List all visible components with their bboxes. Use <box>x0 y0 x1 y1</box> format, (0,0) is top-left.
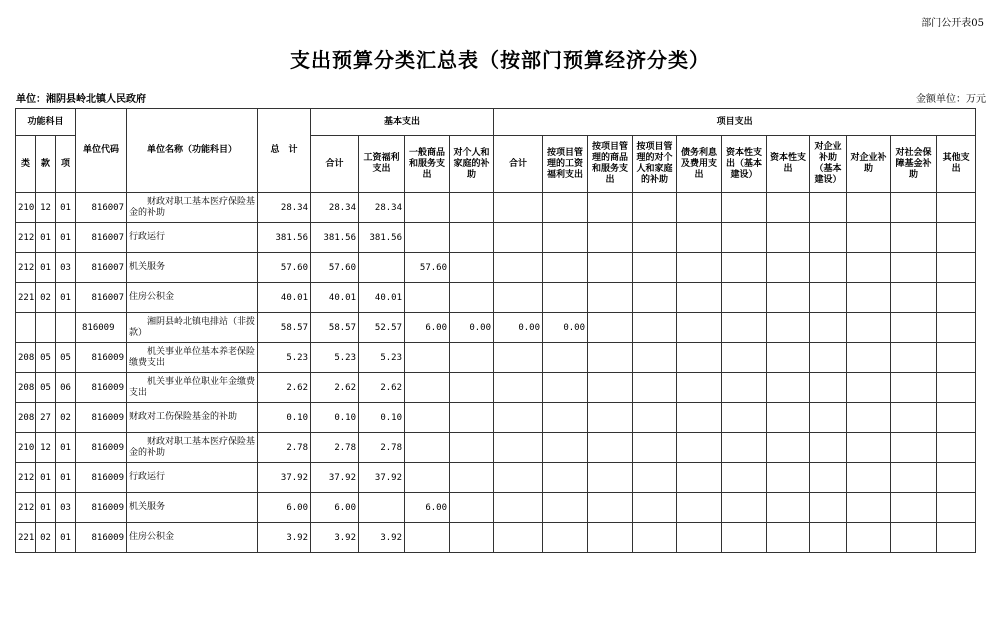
table-row <box>16 463 976 493</box>
basic-sum-cell: 0.10 <box>311 403 359 433</box>
table-row <box>16 493 976 523</box>
project-empty-cell <box>810 433 847 463</box>
xiang-cell: 01 <box>56 463 76 493</box>
basic-sum-cell: 58.57 <box>311 313 359 343</box>
table-row <box>16 283 976 313</box>
page-title: 支出预算分类汇总表（按部门预算经济分类） <box>290 48 710 72</box>
project-sum-header: 合计 <box>494 136 543 193</box>
basic-goods-cell <box>405 193 450 223</box>
project-empty-cell <box>677 373 722 403</box>
unit-name-cell: 机关事业单位基本养老保险缴费支出 <box>127 343 258 373</box>
project-empty-cell <box>588 313 633 343</box>
unit-name-cell: 财政对职工基本医疗保险基金的补助 <box>127 193 258 223</box>
project-empty-cell <box>767 283 810 313</box>
project-empty-cell <box>767 223 810 253</box>
project-empty-cell <box>588 283 633 313</box>
project-empty-cell <box>891 523 937 553</box>
project-empty-cell <box>722 343 767 373</box>
project-empty-cell <box>937 493 976 523</box>
table-row <box>16 343 976 373</box>
project-empty-cell <box>847 403 891 433</box>
project-empty-cell <box>677 343 722 373</box>
unit-code-cell: 816007 <box>76 253 127 283</box>
kuan-cell: 01 <box>36 223 56 253</box>
basic-sum-cell: 40.01 <box>311 283 359 313</box>
total-cell: 37.92 <box>258 463 311 493</box>
project-enterprise-header: 对企业补助 <box>847 136 891 193</box>
project-empty-cell <box>937 523 976 553</box>
kuan-cell: 05 <box>36 373 56 403</box>
basic-personal-cell: 0.00 <box>450 313 494 343</box>
basic-wage-cell: 5.23 <box>359 343 405 373</box>
project-empty-cell <box>847 493 891 523</box>
lei-cell: 210 <box>16 193 36 223</box>
xiang-cell: 01 <box>56 433 76 463</box>
unit-code-cell: 816007 <box>76 223 127 253</box>
project-empty-cell <box>891 463 937 493</box>
project-empty-cell <box>937 403 976 433</box>
project-empty-cell <box>588 193 633 223</box>
xiang-cell: 01 <box>56 283 76 313</box>
project-empty-cell <box>810 523 847 553</box>
basic-sum-cell: 3.92 <box>311 523 359 553</box>
basic-sum-cell: 2.78 <box>311 433 359 463</box>
total-cell: 5.23 <box>258 343 311 373</box>
basic-sum-cell: 2.62 <box>311 373 359 403</box>
total-cell: 381.56 <box>258 223 311 253</box>
project-empty-cell <box>633 403 677 433</box>
project-empty-cell <box>891 493 937 523</box>
kuan-cell: 05 <box>36 343 56 373</box>
unit-code-cell: 816009 <box>76 313 127 343</box>
unit-name-cell: 财政对工伤保险基金的补助 <box>127 403 258 433</box>
xiang-cell: 02 <box>56 403 76 433</box>
basic-personal-cell <box>450 223 494 253</box>
project-empty-cell <box>767 193 810 223</box>
project-empty-cell <box>633 493 677 523</box>
kuan-cell: 02 <box>36 523 56 553</box>
project-empty-cell <box>677 283 722 313</box>
lei-header: 类 <box>16 136 36 193</box>
kuan-cell: 01 <box>36 463 56 493</box>
total-cell: 0.10 <box>258 403 311 433</box>
basic-wage-cell: 2.78 <box>359 433 405 463</box>
basic-wage-cell: 381.56 <box>359 223 405 253</box>
lei-cell: 212 <box>16 253 36 283</box>
basic-wage-cell: 3.92 <box>359 523 405 553</box>
lei-cell <box>16 313 36 343</box>
project-empty-cell <box>810 253 847 283</box>
xiang-cell: 06 <box>56 373 76 403</box>
project-empty-cell <box>767 433 810 463</box>
project-enterprise-base-header: 对企业补助（基本建设） <box>810 136 847 193</box>
total-cell: 2.78 <box>258 433 311 463</box>
project-empty-cell <box>847 463 891 493</box>
project-empty-cell <box>891 283 937 313</box>
project-empty-cell <box>891 373 937 403</box>
kuan-cell <box>36 313 56 343</box>
project-sum-cell <box>494 253 543 283</box>
project-empty-cell <box>810 463 847 493</box>
project-empty-cell <box>847 223 891 253</box>
unit-code-cell: 816009 <box>76 523 127 553</box>
project-empty-cell <box>722 223 767 253</box>
basic-personal-cell <box>450 403 494 433</box>
project-empty-cell <box>937 283 976 313</box>
kuan-cell: 27 <box>36 403 56 433</box>
unit-name-header: 单位名称（功能科目） <box>127 109 258 193</box>
table-body <box>16 193 976 553</box>
project-empty-cell <box>937 313 976 343</box>
table-row <box>16 403 976 433</box>
project-empty-cell <box>891 313 937 343</box>
project-empty-cell <box>810 493 847 523</box>
xiang-cell: 05 <box>56 343 76 373</box>
project-empty-cell <box>847 373 891 403</box>
basic-goods-header: 一般商品和服务支出 <box>405 136 450 193</box>
project-sum-cell <box>494 373 543 403</box>
table-row <box>16 433 976 463</box>
project-empty-cell <box>891 193 937 223</box>
project-empty-cell <box>847 523 891 553</box>
unit-code-cell: 816009 <box>76 373 127 403</box>
project-debt-header: 债务利息及费用支出 <box>677 136 722 193</box>
project-empty-cell <box>722 433 767 463</box>
unit-name-cell: 湘阴县岭北镇电排站（非拨款） <box>127 313 258 343</box>
table-row <box>16 223 976 253</box>
unit-label: 单位：湘阴县岭北镇人民政府 <box>16 94 146 105</box>
unit-name-cell: 机关事业单位职业年金缴费支出 <box>127 373 258 403</box>
basic-sum-header: 合计 <box>311 136 359 193</box>
basic-sum-cell: 37.92 <box>311 463 359 493</box>
project-empty-cell <box>722 193 767 223</box>
project-empty-cell <box>937 253 976 283</box>
project-empty-cell <box>810 283 847 313</box>
project-social-header: 对社会保障基金补助 <box>891 136 937 193</box>
project-empty-cell <box>891 403 937 433</box>
unit-code-cell: 816009 <box>76 343 127 373</box>
unit-name-cell: 行政运行 <box>127 223 258 253</box>
project-empty-cell <box>810 313 847 343</box>
project-empty-cell <box>722 283 767 313</box>
basic-wage-cell: 40.01 <box>359 283 405 313</box>
kuan-header: 款 <box>36 136 56 193</box>
unit-name-cell: 机关服务 <box>127 253 258 283</box>
project-wage-cell <box>543 523 588 553</box>
project-empty-cell <box>767 313 810 343</box>
table-row <box>16 253 976 283</box>
kuan-cell: 02 <box>36 283 56 313</box>
project-empty-cell <box>891 223 937 253</box>
project-wage-cell <box>543 343 588 373</box>
project-empty-cell <box>767 493 810 523</box>
project-empty-cell <box>633 433 677 463</box>
project-empty-cell <box>847 313 891 343</box>
project-empty-cell <box>588 463 633 493</box>
project-wage-cell <box>543 433 588 463</box>
project-empty-cell <box>937 193 976 223</box>
project-empty-cell <box>633 463 677 493</box>
project-empty-cell <box>677 403 722 433</box>
func-subject-header: 功能科目 <box>16 109 76 136</box>
project-empty-cell <box>588 433 633 463</box>
project-empty-cell <box>588 253 633 283</box>
project-empty-cell <box>810 223 847 253</box>
basic-goods-cell <box>405 223 450 253</box>
project-empty-cell <box>633 283 677 313</box>
project-empty-cell <box>633 523 677 553</box>
project-empty-cell <box>722 493 767 523</box>
project-empty-cell <box>767 253 810 283</box>
unit-code-cell: 816007 <box>76 283 127 313</box>
unit-name-cell: 行政运行 <box>127 463 258 493</box>
unit-code-cell: 816007 <box>76 193 127 223</box>
total-cell: 58.57 <box>258 313 311 343</box>
project-empty-cell <box>588 343 633 373</box>
project-wage-cell <box>543 193 588 223</box>
project-empty-cell <box>677 223 722 253</box>
kuan-cell: 12 <box>36 193 56 223</box>
lei-cell: 208 <box>16 343 36 373</box>
project-goods-header: 按项目管理的商品和服务支出 <box>588 136 633 193</box>
xiang-cell: 01 <box>56 523 76 553</box>
project-other-header: 其他支出 <box>937 136 976 193</box>
basic-goods-cell: 6.00 <box>405 313 450 343</box>
xiang-cell: 01 <box>56 193 76 223</box>
unit-code-cell: 816009 <box>76 463 127 493</box>
project-empty-cell <box>722 403 767 433</box>
project-empty-cell <box>677 313 722 343</box>
project-wage-cell <box>543 253 588 283</box>
basic-wage-cell: 28.34 <box>359 193 405 223</box>
lei-cell: 212 <box>16 493 36 523</box>
unit-name-cell: 住房公积金 <box>127 523 258 553</box>
basic-goods-cell <box>405 283 450 313</box>
project-capital-header: 资本性支出 <box>767 136 810 193</box>
project-empty-cell <box>767 463 810 493</box>
basic-wage-header: 工资福利支出 <box>359 136 405 193</box>
total-cell: 6.00 <box>258 493 311 523</box>
project-empty-cell <box>722 373 767 403</box>
project-empty-cell <box>810 373 847 403</box>
basic-sum-cell: 381.56 <box>311 223 359 253</box>
basic-personal-cell <box>450 253 494 283</box>
project-empty-cell <box>722 463 767 493</box>
project-wage-cell <box>543 403 588 433</box>
project-empty-cell <box>722 523 767 553</box>
basic-personal-cell <box>450 193 494 223</box>
unit-name-cell: 住房公积金 <box>127 283 258 313</box>
project-empty-cell <box>847 433 891 463</box>
table-row <box>16 193 976 223</box>
kuan-cell: 12 <box>36 433 56 463</box>
project-capital-base-header: 资本性支出（基本建设） <box>722 136 767 193</box>
project-wage-cell <box>543 373 588 403</box>
project-empty-cell <box>937 223 976 253</box>
basic-personal-cell <box>450 523 494 553</box>
basic-wage-cell <box>359 253 405 283</box>
project-empty-cell <box>588 523 633 553</box>
basic-personal-header: 对个人和家庭的补助 <box>450 136 494 193</box>
project-empty-cell <box>588 223 633 253</box>
total-header: 总 计 <box>258 109 311 193</box>
project-empty-cell <box>847 253 891 283</box>
basic-sum-cell: 5.23 <box>311 343 359 373</box>
project-empty-cell <box>767 373 810 403</box>
budget-table <box>15 108 976 553</box>
basic-personal-cell <box>450 433 494 463</box>
xiang-cell <box>56 313 76 343</box>
unit-name-cell: 机关服务 <box>127 493 258 523</box>
project-empty-cell <box>937 433 976 463</box>
project-empty-cell <box>588 493 633 523</box>
project-empty-cell <box>633 193 677 223</box>
basic-wage-cell: 52.57 <box>359 313 405 343</box>
project-empty-cell <box>810 193 847 223</box>
basic-personal-cell <box>450 493 494 523</box>
project-empty-cell <box>937 463 976 493</box>
project-empty-cell <box>937 373 976 403</box>
project-empty-cell <box>633 313 677 343</box>
total-cell: 57.60 <box>258 253 311 283</box>
table-row <box>16 523 976 553</box>
xiang-cell: 03 <box>56 253 76 283</box>
project-empty-cell <box>891 253 937 283</box>
unit-code-cell: 816009 <box>76 433 127 463</box>
project-empty-cell <box>677 463 722 493</box>
project-empty-cell <box>722 313 767 343</box>
project-empty-cell <box>847 343 891 373</box>
unit-code-header: 单位代码 <box>76 109 127 193</box>
project-empty-cell <box>767 343 810 373</box>
basic-wage-cell: 2.62 <box>359 373 405 403</box>
total-cell: 28.34 <box>258 193 311 223</box>
project-sum-cell <box>494 523 543 553</box>
project-empty-cell <box>588 373 633 403</box>
basic-goods-cell <box>405 343 450 373</box>
total-cell: 3.92 <box>258 523 311 553</box>
basic-personal-cell <box>450 463 494 493</box>
project-empty-cell <box>633 223 677 253</box>
project-personal-header: 按项目管理的对个人和家庭的补助 <box>633 136 677 193</box>
basic-personal-cell <box>450 283 494 313</box>
xiang-header: 项 <box>56 136 76 193</box>
project-empty-cell <box>633 373 677 403</box>
project-empty-cell <box>767 523 810 553</box>
project-wage-cell: 0.00 <box>543 313 588 343</box>
basic-personal-cell <box>450 373 494 403</box>
project-sum-cell <box>494 433 543 463</box>
basic-sum-cell: 6.00 <box>311 493 359 523</box>
project-empty-cell <box>847 283 891 313</box>
basic-goods-cell <box>405 463 450 493</box>
project-wage-header: 按项目管理的工资福利支出 <box>543 136 588 193</box>
project-empty-cell <box>937 343 976 373</box>
lei-cell: 221 <box>16 523 36 553</box>
lei-cell: 212 <box>16 223 36 253</box>
project-empty-cell <box>847 193 891 223</box>
project-sum-cell <box>494 493 543 523</box>
project-wage-cell <box>543 283 588 313</box>
basic-goods-cell <box>405 523 450 553</box>
project-empty-cell <box>891 343 937 373</box>
kuan-cell: 01 <box>36 493 56 523</box>
table-number-label: 部门公开表05 <box>921 18 984 29</box>
project-empty-cell <box>677 253 722 283</box>
total-cell: 40.01 <box>258 283 311 313</box>
project-empty-cell <box>891 433 937 463</box>
project-empty-cell <box>677 193 722 223</box>
project-sum-cell: 0.00 <box>494 313 543 343</box>
basic-goods-cell: 57.60 <box>405 253 450 283</box>
lei-cell: 221 <box>16 283 36 313</box>
lei-cell: 212 <box>16 463 36 493</box>
amount-unit-label: 金额单位：万元 <box>916 94 986 105</box>
xiang-cell: 01 <box>56 223 76 253</box>
project-empty-cell <box>767 403 810 433</box>
basic-wage-cell: 0.10 <box>359 403 405 433</box>
xiang-cell: 03 <box>56 493 76 523</box>
unit-name-cell: 财政对职工基本医疗保险基金的补助 <box>127 433 258 463</box>
table-row <box>16 313 976 343</box>
project-empty-cell <box>633 253 677 283</box>
lei-cell: 208 <box>16 403 36 433</box>
table-row <box>16 373 976 403</box>
project-sum-cell <box>494 193 543 223</box>
unit-code-cell: 816009 <box>76 493 127 523</box>
basic-goods-cell: 6.00 <box>405 493 450 523</box>
project-expense-header: 项目支出 <box>494 109 976 136</box>
project-wage-cell <box>543 463 588 493</box>
project-empty-cell <box>810 403 847 433</box>
project-wage-cell <box>543 223 588 253</box>
project-sum-cell <box>494 403 543 433</box>
basic-goods-cell <box>405 403 450 433</box>
basic-wage-cell: 37.92 <box>359 463 405 493</box>
project-empty-cell <box>633 343 677 373</box>
project-empty-cell <box>588 403 633 433</box>
project-sum-cell <box>494 283 543 313</box>
total-cell: 2.62 <box>258 373 311 403</box>
basic-goods-cell <box>405 433 450 463</box>
project-empty-cell <box>810 343 847 373</box>
kuan-cell: 01 <box>36 253 56 283</box>
project-sum-cell <box>494 223 543 253</box>
lei-cell: 208 <box>16 373 36 403</box>
basic-expense-header: 基本支出 <box>311 109 494 136</box>
project-sum-cell <box>494 463 543 493</box>
project-sum-cell <box>494 343 543 373</box>
basic-sum-cell: 57.60 <box>311 253 359 283</box>
project-empty-cell <box>677 493 722 523</box>
project-empty-cell <box>677 523 722 553</box>
unit-code-cell: 816009 <box>76 403 127 433</box>
basic-sum-cell: 28.34 <box>311 193 359 223</box>
project-wage-cell <box>543 493 588 523</box>
lei-cell: 210 <box>16 433 36 463</box>
project-empty-cell <box>677 433 722 463</box>
project-empty-cell <box>722 253 767 283</box>
basic-wage-cell <box>359 493 405 523</box>
basic-goods-cell <box>405 373 450 403</box>
basic-personal-cell <box>450 343 494 373</box>
